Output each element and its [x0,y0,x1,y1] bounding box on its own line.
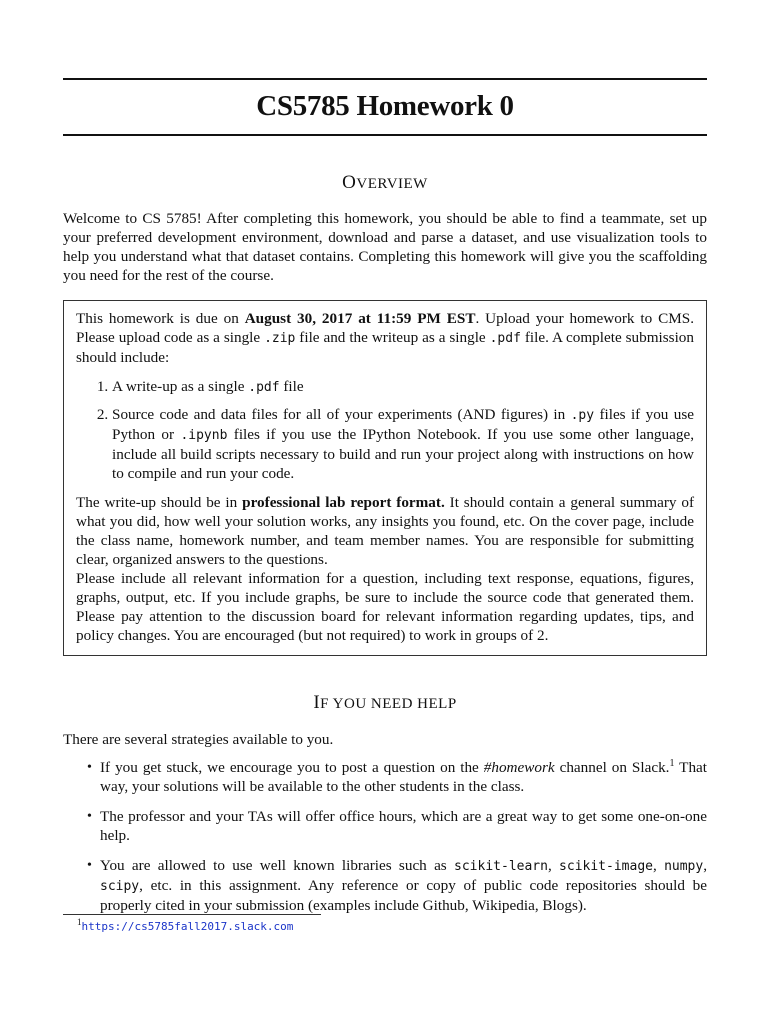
text: channel on Slack. [554,759,670,776]
footnote-rule [63,914,321,915]
text: , [547,857,560,874]
help-intro: There are several strategies available to you. [63,731,334,748]
slack-link[interactable]: https://cs5785fall2017.slack.com [81,920,294,933]
text: files if you use Python or [112,406,694,443]
text: file [279,378,304,395]
text: file and the writeup as a single [295,329,490,346]
writeup-paragraph [76,493,694,569]
zip-ext: .zip [264,331,296,346]
text: If you get stuck, we encourage you to post a question on the [100,759,484,776]
text: The professor and your TAs will offer office hours, which are a great way to get some one-on-one help. [100,808,707,844]
pdf-ext: .pdf [489,331,521,346]
footnote-mark: 1 [77,917,82,928]
section-heading-help [63,692,707,714]
library-name: scipy [100,879,140,894]
text: . Upload your homework to CMS. Please upload code as a single [76,310,694,346]
list-item [63,807,707,845]
page-title: CS5785 Homework 0 [256,90,514,122]
list-item [112,377,694,397]
submission-list [76,377,694,483]
due-date: August 30, 2017 at 11:59 PM EST [244,310,476,327]
bullet-icon: • [87,760,92,775]
list-item [63,758,707,796]
heading-initial: O [342,172,357,193]
text: That way, your solutions will be available to the other students in the class. [100,759,708,795]
library-name: numpy [664,859,704,874]
help-list [63,758,707,926]
text: The write-up should be in [76,494,243,511]
slack-channel: #homework [483,759,555,776]
bullet-icon: • [87,809,92,824]
heading-smallcaps: VERVIEW [356,176,428,192]
text: Source code and data files for all of your experiments (AND figures) in [112,406,571,423]
bullet-icon: • [87,858,92,873]
library-name: scikit-image [559,859,653,874]
text: It should contain a general summary of what you did, how well your solution works, any insights you found, etc. On the cover page, include the class name, homework number, and team member names. You are responsible for submitting clear, organized answers to the questions. [76,494,695,568]
footnote [77,919,293,933]
submission-box [63,300,707,656]
ipynb-ext: .ipynb [180,428,228,443]
text: file. A complete submission should include: [76,329,694,366]
submission-paragraph [76,309,694,367]
text: You are allowed to use well known libraries such as [100,857,455,874]
info-paragraph: Please include all relevant information for a question, including text response, equations, figures, graphs, output, etc. If you include graphs, be sure to include the source code that generated them. Please pay attention to the discussion board for relevant information regarding updates, tips, and policy changes. You are encouraged (but not required) to work in groups of 2. [76,570,694,644]
list-item [112,405,694,483]
footnote-ref[interactable]: 1 [669,757,675,769]
text: This homework is due on [76,310,245,327]
text: , etc. in this assignment. Any reference or copy of public code repositories should be properly cited in your submission (examples include Github, Wikipedia, Blogs). [100,877,707,914]
py-ext: .py [570,408,595,423]
title-rule-bottom [63,134,707,136]
title-rule-top [63,78,707,80]
text: files if you use the IPython Notebook. If you use some other language, include all build scripts necessary to build and run your project along with instructions on how to compile and run your code. [112,426,694,482]
overview-paragraph: Welcome to CS 5785! After completing this homework, you should be able to find a teammate, set up your preferred development environment, download and parse a dataset, and use visualization tools to help you understand what that dataset contains. Completing this homework will give you the scaffolding you need for the rest of the course. [63,210,707,284]
heading-smallcaps: F YOU NEED HELP [320,696,457,712]
text: , [703,857,707,874]
report-format: professional lab report format. [242,494,445,511]
section-heading-overview [63,172,707,194]
heading-initial: I [313,692,321,713]
list-item [63,856,707,915]
text: , [652,857,665,874]
library-name: scikit-learn [454,859,548,874]
pdf-ext: .pdf [248,380,280,395]
text: A write-up as a single [112,378,249,395]
